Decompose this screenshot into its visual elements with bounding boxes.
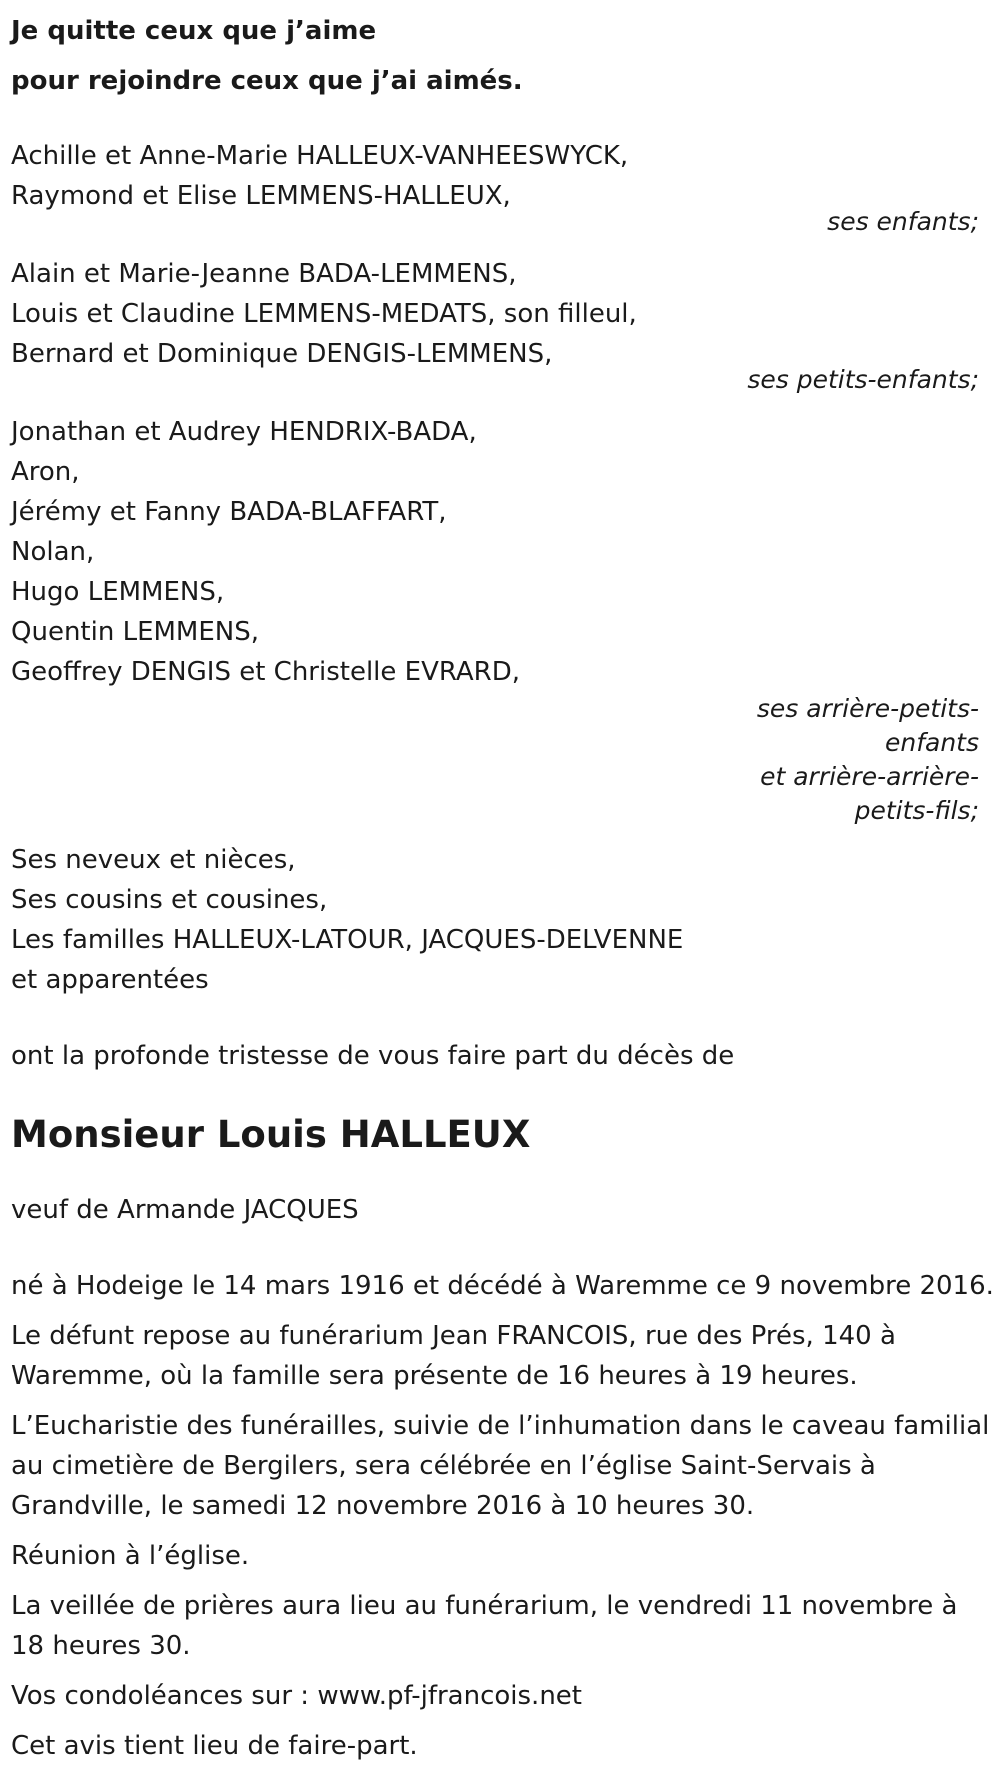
great-grandchildren-role-1: ses arrière-petits-enfants xyxy=(756,694,979,757)
relatives-line: Les familles HALLEUX-LATOUR, JACQUES-DELVENNE xyxy=(11,925,684,955)
relatives-line: Ses cousins et cousines, xyxy=(11,885,328,915)
grandchild-name: Alain et Marie-Jeanne BADA-LEMMENS, xyxy=(11,259,517,289)
great-grandchild-name: Quentin LEMMENS, xyxy=(11,617,260,647)
announcement-text: ont la profonde tristesse de vous faire part du décès de xyxy=(11,1041,735,1071)
relatives-line: et apparentées xyxy=(11,965,209,995)
grandchild-name: Louis et Claudine LEMMENS-MEDATS, son filleul, xyxy=(11,299,637,329)
great-grandchildren-block xyxy=(11,412,991,828)
great-grandchild-name: Jonathan et Audrey HENDRIX-BADA, xyxy=(11,417,477,447)
meeting-paragraph: Réunion à l’église. xyxy=(11,1541,250,1571)
deceased-name: Monsieur Louis HALLEUX xyxy=(11,1113,531,1156)
funeral-home-paragraph: Le défunt repose au funérarium Jean FRANCOIS, rue des Prés, 140 à Waremme, où la famille sera présente de 16 heures à 19 heures. xyxy=(11,1321,896,1391)
great-grandchild-name: Aron, xyxy=(11,457,80,487)
condolences-paragraph: Vos condoléances sur : www.pf-jfrancois.net xyxy=(11,1681,582,1711)
relatives-block xyxy=(11,840,991,1000)
grandchild-name: Bernard et Dominique DENGIS-LEMMENS, xyxy=(11,339,553,369)
vigil-paragraph: La veillée de prières aura lieu au funérarium, le vendredi 11 novembre à 18 heures 30. xyxy=(11,1591,958,1661)
birth-death-paragraph: né à Hodeige le 14 mars 1916 et décédé à Waremme ce 9 novembre 2016. xyxy=(11,1271,994,1301)
children-role: ses enfants; xyxy=(827,207,979,236)
opening-quote xyxy=(11,6,991,106)
children-block xyxy=(11,136,991,240)
great-grandchildren-role-2: et arrière-arrière-petits-fils; xyxy=(760,762,979,825)
quote-line-2: pour rejoindre ceux que j’ai aimés. xyxy=(11,66,523,96)
child-name: Achille et Anne-Marie HALLEUX-VANHEESWYCK, xyxy=(11,141,629,171)
great-grandchild-name: Hugo LEMMENS, xyxy=(11,577,225,607)
widower-of: veuf de Armande JACQUES xyxy=(11,1195,359,1225)
great-grandchild-name: Nolan, xyxy=(11,537,95,567)
details-block xyxy=(11,1266,994,1766)
great-grandchild-name: Jérémy et Fanny BADA-BLAFFART, xyxy=(11,497,447,527)
obituary-column xyxy=(11,6,994,1766)
notice-paragraph: Cet avis tient lieu de faire-part. xyxy=(11,1731,418,1761)
great-grandchild-name: Geoffrey DENGIS et Christelle EVRARD, xyxy=(11,657,521,687)
quote-line-1: Je quitte ceux que j’aime xyxy=(11,16,377,46)
grandchildren-block xyxy=(11,254,991,398)
ceremony-paragraph: L’Eucharistie des funérailles, suivie de l’inhumation dans le caveau familial au cimetière de Bergilers, sera célébrée en l’église Saint-Servais à Grandville, le samedi 12 novembre 2016 à 10 heures 30. xyxy=(11,1411,990,1521)
relatives-line: Ses neveux et nièces, xyxy=(11,845,296,875)
child-name: Raymond et Elise LEMMENS-HALLEUX, xyxy=(11,181,511,211)
grandchildren-role: ses petits-enfants; xyxy=(747,365,979,394)
